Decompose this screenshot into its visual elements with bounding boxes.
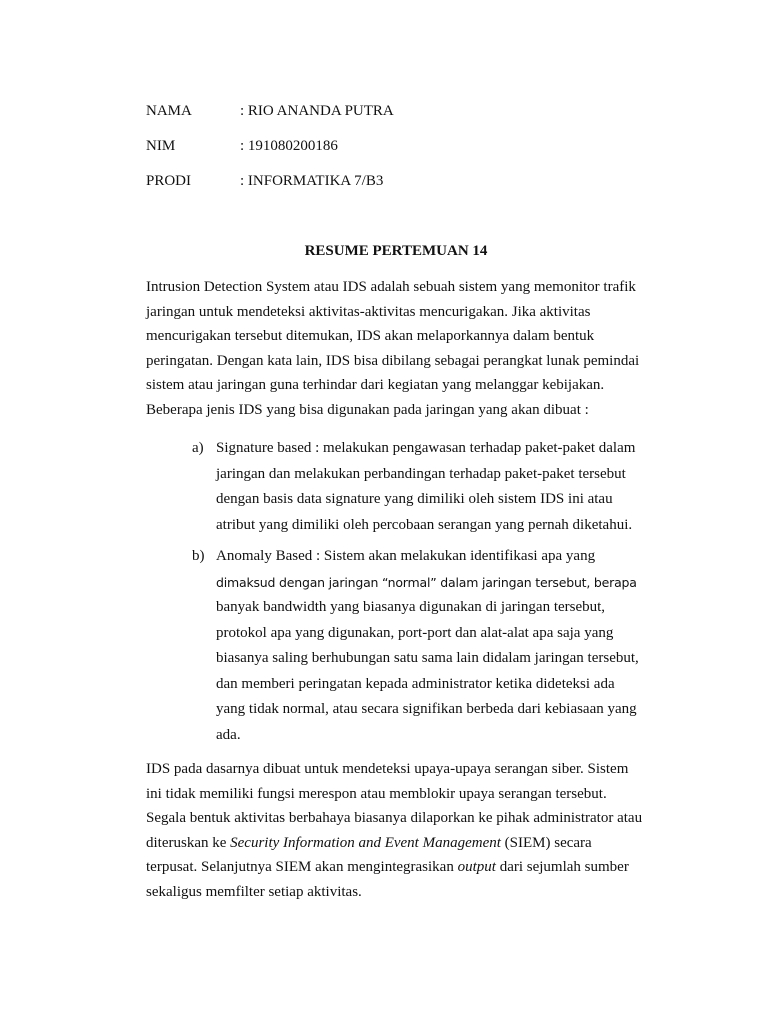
list-line: dengan basis data signature yang dimiliki oleh sistem IDS ini atau [216, 491, 613, 507]
list-line: protokol apa yang digunakan, port-port dan alat-alat apa saja yang [216, 624, 614, 641]
list-line: banyak bandwidth yang biasanya digunakan di jaringan tersebut, [216, 599, 606, 615]
list-line: Anomaly Based : Sistem akan melakukan identifikasi apa yang [216, 548, 596, 564]
closing-text: diteruskan ke [146, 834, 231, 851]
list-line: yang tidak normal, atau secara signifikan berbeda dari kebiasaan yang [216, 701, 637, 717]
closing-line: IDS pada dasarnya dibuat untuk mendeteksi upaya-upaya serangan siber. Sistem [146, 761, 629, 777]
output-term: output [457, 859, 496, 875]
closing-line: Segala bentuk aktivitas berbahaya biasanya dilaporkan ke pihak administrator atau [146, 810, 643, 826]
list-line: ada. [216, 726, 241, 743]
list-marker: b) [192, 548, 205, 564]
list-item-body [216, 544, 676, 748]
closing-paragraph [146, 757, 666, 904]
intro-line: Intrusion Detection System atau IDS adalah sebuah sistem yang memonitor trafik [146, 279, 636, 295]
closing-text: terpusat. Selanjutnya SIEM akan mengintegrasikan [146, 859, 458, 875]
intro-line: jaringan untuk mendeteksi aktivitas-aktivitas mencurigakan. Jika aktivitas [146, 303, 591, 320]
list-line: Signature based : melakukan pengawasan terhadap paket-paket dalam [216, 440, 636, 456]
list-line: biasanya saling berhubungan satu sama lain didalam jaringan tersebut, [216, 650, 639, 666]
nama-label: NAMA [146, 103, 192, 119]
closing-line: ini tidak memiliki fungsi merespon atau memblokir upaya serangan tersebut. [146, 785, 607, 802]
closing-text: (SIEM) secara [500, 834, 592, 851]
intro-line: sistem atau jaringan guna terhindar dari kegiatan yang melanggar kebijakan. [146, 377, 605, 393]
closing-line: sekaligus memfilter setiap aktivitas. [146, 883, 362, 900]
intro-paragraph [146, 275, 666, 422]
prodi-value: : INFORMATIKA 7/B3 [240, 173, 384, 189]
intro-line: peringatan. Dengan kata lain, IDS bisa dibilang sebagai perangkat lunak pemindai [146, 352, 640, 369]
intro-line: mencurigakan tersebut ditemukan, IDS akan melaporkannya dalam bentuk [146, 328, 595, 344]
closing-line [146, 831, 666, 856]
nim-label: NIM [146, 138, 176, 154]
list-line: dan memberi peringatan kepada administrator ketika dideteksi ada [216, 675, 615, 692]
list-marker: a) [192, 440, 204, 456]
list-line: jaringan dan melakukan perbandingan terhadap paket-paket tersebut [216, 465, 626, 482]
nim-value: : 191080200186 [240, 138, 338, 154]
prodi-label: PRODI [146, 173, 192, 189]
page-title: RESUME PERTEMUAN 14 [304, 243, 488, 259]
nama-value: : RIO ANANDA PUTRA [240, 103, 394, 119]
list-item-body [216, 436, 676, 538]
list-line: atribut yang dimiliki oleh percobaan serangan yang pernah diketahui. [216, 516, 633, 533]
siem-term: Security Information and Event Management [230, 834, 501, 851]
closing-text: dari sejumlah sumber [495, 859, 629, 875]
closing-line [146, 855, 666, 880]
intro-line: Beberapa jenis IDS yang bisa digunakan pada jaringan yang akan dibuat : [146, 401, 589, 418]
list-line: dimaksud dengan jaringan “normal” dalam jaringan tersebut, berapa [216, 574, 637, 590]
